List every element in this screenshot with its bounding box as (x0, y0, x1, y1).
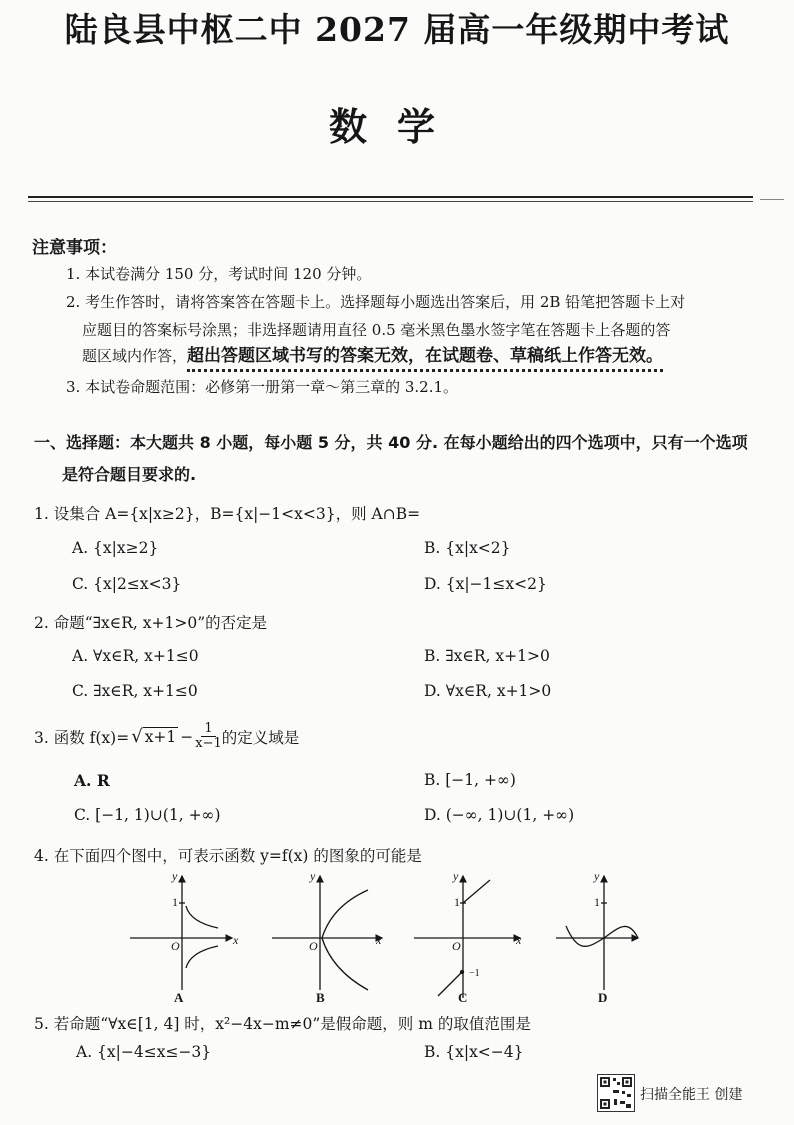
header-divider-tail (760, 199, 784, 200)
graph-b-curve (322, 890, 368, 990)
graph-a-curve-upper (186, 906, 218, 928)
sqrt-symbol: √ (131, 726, 143, 747)
graph-d-tick-label: 1 (594, 895, 600, 909)
minus-sign: − (180, 727, 194, 746)
notice-emphasis: 超出答题区域书写的答案无效，在试题卷、草稿纸上作答无效。 (187, 346, 663, 372)
fraction-denominator: x−1 (195, 736, 222, 751)
question-2-option-b: B. ∃x∈R, x+1>0 (424, 647, 550, 665)
graph-c-tick-label: 1 (454, 895, 460, 909)
question-3-option-d: D. (−∞, 1)∪(1, +∞) (424, 806, 575, 824)
question-2-option-c: C. ∃x∈R, x+1≤0 (72, 682, 198, 700)
fraction (195, 722, 222, 751)
graph-b-origin: O (309, 939, 318, 953)
qr-code-graphic (598, 1075, 634, 1111)
section-1-heading-line-2: 是符合题目要求的. (62, 465, 197, 484)
graph-c-y-label: y (453, 869, 459, 883)
question-4-stem: 4. 在下面四个图中，可表示函数 y=f(x) 的图象的可能是 (34, 847, 422, 865)
sqrt-expression (131, 726, 178, 747)
question-1-stem: 1. 设集合 A={x|x≥2}，B={x|−1<x<3}，则 A∩B= (34, 505, 421, 523)
notice-item-2-line-3 (82, 346, 663, 366)
graph-c-origin: O (452, 939, 461, 953)
graph-a-y-label: y (172, 869, 178, 883)
graph-a (130, 869, 239, 990)
graph-b-y-label: y (310, 869, 316, 883)
graph-c-endpoint (461, 971, 464, 974)
notice-item-3: 3. 本试卷命题范围：必修第一册第一章～第三章的 3.2.1。 (66, 378, 459, 396)
question-1-option-d: D. {x|−1≤x<2} (424, 575, 547, 593)
qr-code-icon (597, 1074, 635, 1112)
question-1-option-c: C. {x|2≤x<3} (72, 575, 182, 593)
graph-c (414, 869, 522, 998)
graph-d-curve (566, 926, 638, 946)
sqrt-radicand: x+1 (144, 728, 177, 746)
question-3-stem-prefix: 3. 函数 f(x)= (34, 728, 130, 747)
exam-title: 陆良县中枢二中 2027 届高一年级期中考试 (64, 10, 730, 49)
graph-b (272, 869, 382, 990)
question-4-graphs (120, 868, 640, 1008)
graph-a-curve-lower (186, 946, 218, 968)
graph-a-caption: A (174, 990, 184, 1005)
fraction-numerator: 1 (201, 722, 215, 737)
graph-c-tick2-label: −1 (469, 968, 480, 979)
question-1-option-b: B. {x|x<2} (424, 539, 511, 557)
question-3-option-a: A. R (74, 771, 110, 790)
notice-item-2-line-3-prefix: 题区域内作答， (82, 347, 188, 365)
graph-b-x-label: x (376, 933, 382, 947)
scanner-watermark: 扫描全能王 创建 (640, 1087, 743, 1103)
notice-item-2-line-1: 2. 考生作答时，请将答案答在答题卡上。选择题每小题选出答案后，用 2B 铅笔把答题卡上对 (66, 293, 686, 311)
question-5-option-b: B. {x|x<−4} (424, 1043, 524, 1061)
question-5-stem: 5. 若命题“∀x∈[1, 4] 时，x²−4x−m≠0”是假命题，则 m 的取值范围是 (34, 1015, 531, 1033)
subject-title: 数学 (328, 104, 465, 149)
question-3-stem (34, 722, 299, 751)
section-1-heading-line-1: 一、选择题：本大题共 8 小题，每小题 5 分，共 40 分. 在每小题给出的四个选项中，只有一个选项 (34, 433, 748, 452)
graph-d (556, 869, 638, 990)
graph-a-x-label: x (233, 933, 239, 947)
question-2-option-d: D. ∀x∈R, x+1>0 (424, 682, 552, 700)
question-2-stem: 2. 命题“∃x∈R, x+1>0”的否定是 (34, 614, 268, 632)
question-5-option-a: A. {x|−4≤x≤−3} (76, 1043, 212, 1061)
question-2-option-a: A. ∀x∈R, x+1≤0 (72, 647, 199, 665)
notice-item-1: 1. 本试卷满分 150 分，考试时间 120 分钟。 (66, 265, 372, 283)
graph-d-y-label: y (594, 869, 600, 883)
graph-c-caption: C (458, 990, 468, 1005)
graph-c-line-upper (463, 880, 490, 903)
question-3-option-b: B. [−1, +∞) (424, 771, 516, 789)
question-3-option-c: C. [−1, 1)∪(1, +∞) (74, 806, 221, 824)
header-divider-thin (28, 201, 753, 202)
graph-d-caption: D (598, 990, 608, 1005)
graph-a-tick-label: 1 (172, 895, 178, 909)
notice-item-2-line-2: 应题目的答案标号涂黑；非选择题请用直径 0.5 毫米黑色墨水签字笔在答题卡上各题的答 (82, 321, 671, 339)
graph-b-caption: B (316, 990, 325, 1005)
question-1-option-a: A. {x|x≥2} (72, 539, 159, 557)
notice-heading: 注意事项： (32, 238, 117, 258)
graph-a-origin: O (171, 939, 180, 953)
graph-c-x-label: x (516, 933, 522, 947)
question-3-stem-suffix: 的定义域是 (221, 728, 300, 747)
header-divider (28, 196, 753, 198)
